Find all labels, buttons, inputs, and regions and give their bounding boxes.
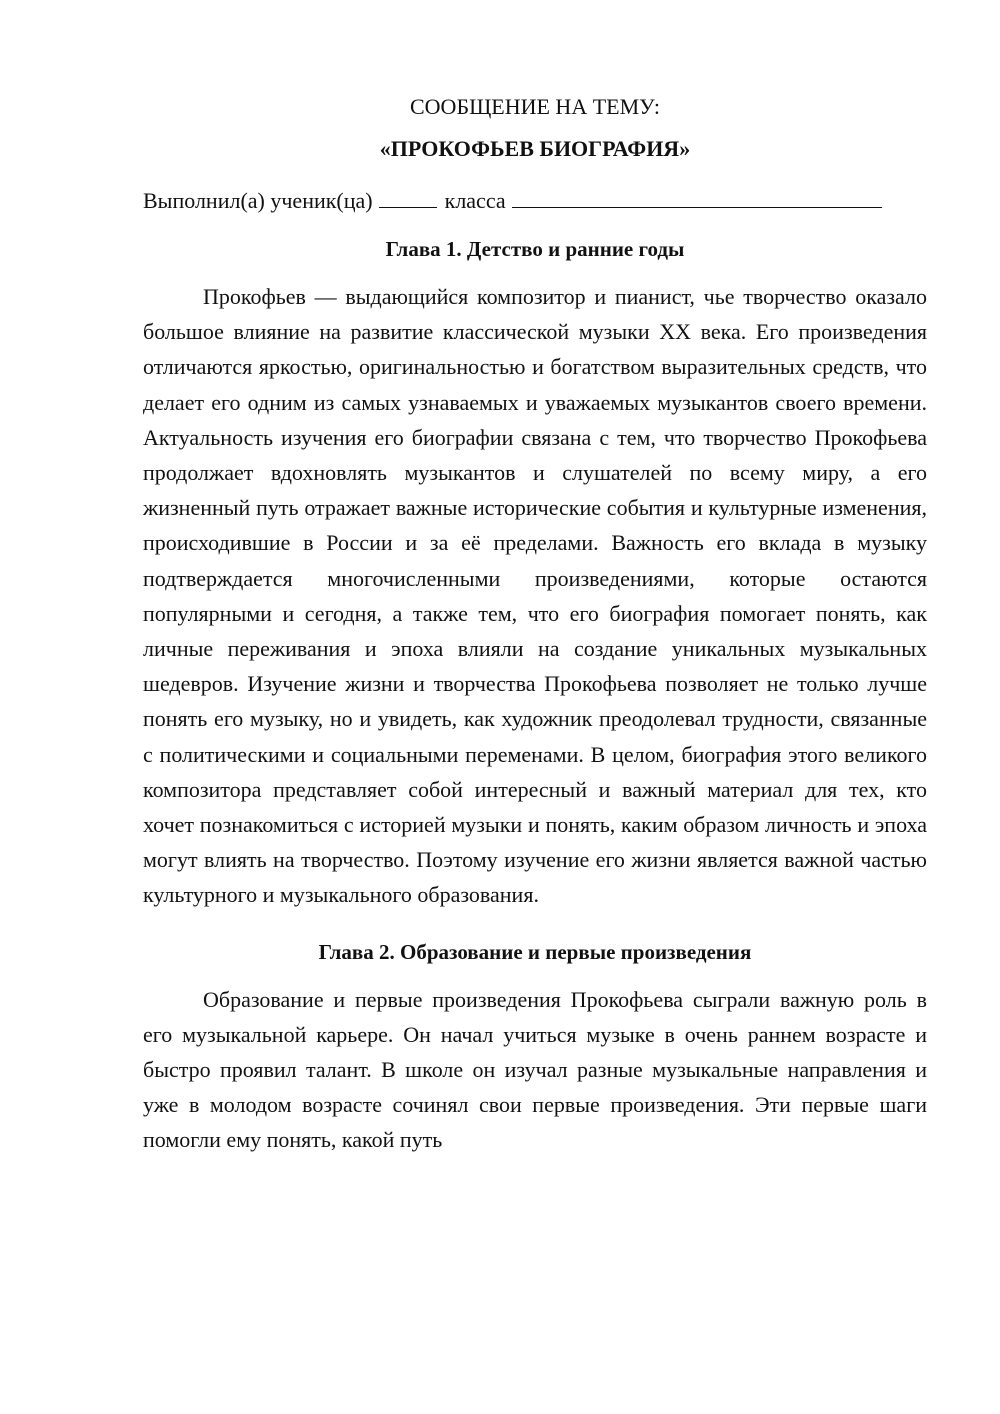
performer-label: Выполнил(а) ученик(ца) xyxy=(143,188,373,213)
document-page xyxy=(143,92,927,1182)
performer-line xyxy=(143,186,927,216)
chapter-1-paragraph: Прокофьев — выдающийся композитор и пианист, чье творчество оказало большое влияние на развитие классической музыки XX века. Его произведения отличаются яркостью, оригинальностью и богатством выразительных средств, что делает его одним из самых узнаваемых и уважаемых музыкантов своего времени. Актуальность изучения его биографии связана с тем, что творчество Прокофьева продолжает вдохновлять музыкантов и слушателей по всему миру, а его жизненный путь отражает важные исторические события и культурные изменения, происходившие в России и за её пределами. Важность его вклада в музыку подтверждается многочисленными произведениями, которые остаются популярными и сегодня, а также тем, что его биография помогает понять, как личные переживания и эпоха влияли на создание уникальных музыкальных шедевров. Изучение жизни и творчества Прокофьева позволяет не только лучше понять его музыку, но и увидеть, как художник преодолевал трудности, связанные с политическими и социальными переменами. В целом, биография этого великого композитора представляет собой интересный и важный материал для тех, кто хочет познакомиться с историей музыки и понять, каким образом личность и эпоха могут влиять на творчество. Поэтому изучение его жизни является важной частью культурного и музыкального образования. xyxy=(143,284,927,908)
document-heading-line-1: СООБЩЕНИЕ НА ТЕМУ: xyxy=(410,94,660,119)
student-name-blank[interactable] xyxy=(512,187,882,208)
chapter-1-title: Глава 1. Детство и ранние годы xyxy=(385,237,685,261)
document-title: «ПРОКОФЬЕВ БИОГРАФИЯ» xyxy=(379,136,691,161)
chapter-2-title: Глава 2. Образование и первые произведения xyxy=(318,939,752,964)
class-label: класса xyxy=(444,188,506,213)
class-number-blank[interactable] xyxy=(379,187,437,208)
chapter-2-paragraph: Образование и первые произведения Прокофьева сыграли важную роль в его музыкальной карьере. Он начал учиться музыке в очень раннем возрасте и быстро проявил талант. В школе он изучал разные музыкальные направления и уже в молодом возрасте сочинял свои первые произведения. Эти первые шаги помогли ему понять, какой путь xyxy=(143,986,927,1153)
